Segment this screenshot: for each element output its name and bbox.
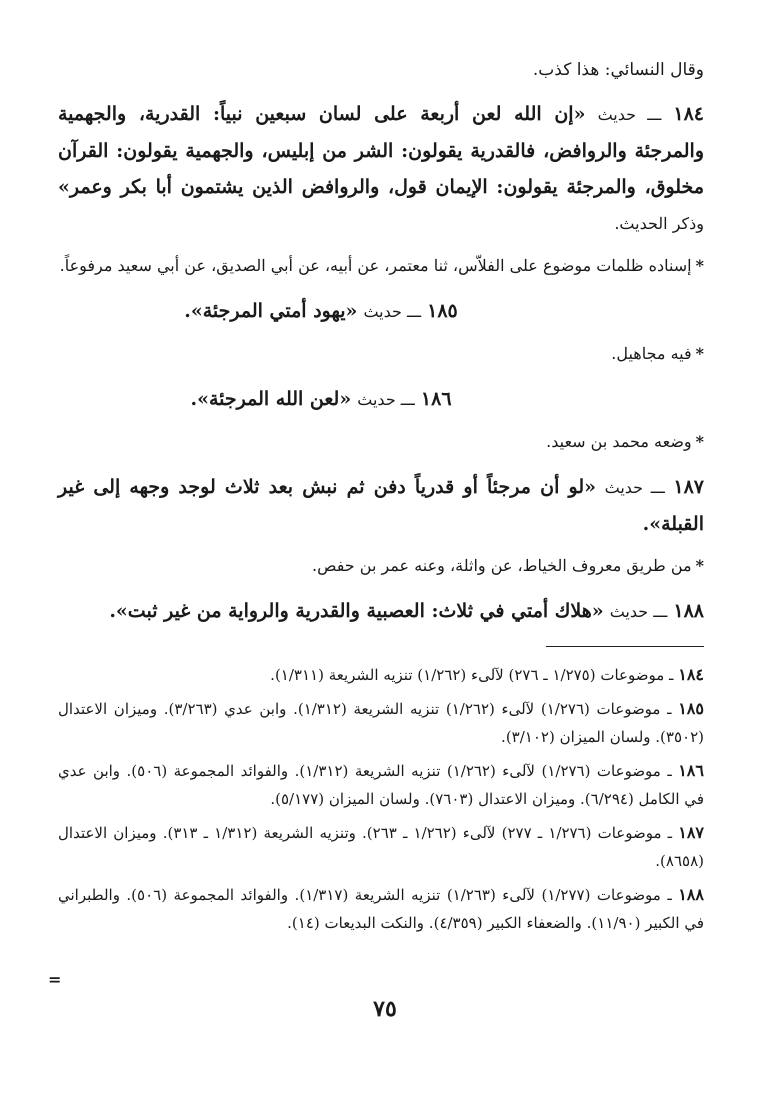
- hadith-187: [58, 469, 704, 542]
- footnote-187: [58, 819, 704, 875]
- footnote-186: [58, 757, 704, 813]
- hadith-184: [58, 96, 704, 242]
- hadith-number: ١٨٧: [673, 476, 705, 498]
- footnote-number: ١٨٨: [678, 885, 704, 904]
- hadith-186: [58, 381, 584, 418]
- hadith-number: ١٨٥: [427, 300, 458, 322]
- footnote-separator: [546, 646, 704, 647]
- hadith-number: ١٨٨: [673, 600, 704, 622]
- hadith-label: ـــ حديث: [363, 302, 422, 321]
- intro-line: وقال النسائي: هذا كذب.: [532, 60, 704, 80]
- hadith-text: «لو أن مرجئاً أو قدرياً دفن ثم نبش بعد ثلاث لوجد وجهه إلى غير القبلة».: [58, 476, 704, 535]
- hadith-number: ١٨٤: [673, 103, 704, 125]
- footnote-text: ـ موضوعات (١/٢٧٦) لآلىء (١/٢٦٢) تنزيه الشريعة (١/٣١٢). والفوائد المجموعة (٥٠٦). وابن عدي في الكامل (٦/٢٩٤). وميزان الاعتدال (٧٦٠٣). ولسان الميزان (٥/١٧٧).: [58, 762, 704, 808]
- page-body: [58, 54, 704, 943]
- hadith-tail: وذكر الحديث.: [614, 214, 704, 233]
- note-text: وضعه محمد بن سعيد.: [546, 432, 692, 451]
- note-186: [58, 426, 704, 457]
- hadith-185: [58, 293, 584, 330]
- asterisk-icon: *: [695, 432, 704, 451]
- hadith-188: [58, 593, 704, 630]
- hadith-label: ـــ حديث: [604, 478, 665, 497]
- footnote-text: ـ موضوعات (١/٢٧٥ ـ ٢٧٦) لآلىء (١/٢٦٢) تنزيه الشريعة (١/٣١١).: [270, 666, 674, 684]
- footnote-184: [58, 661, 704, 689]
- footnote-185: [58, 695, 704, 751]
- note-187: [58, 550, 704, 581]
- note-184: [58, 250, 704, 281]
- hadith-label: ـــ حديث: [357, 390, 415, 409]
- footnote-number: ١٨٤: [678, 665, 704, 684]
- page-number: ٧٥: [373, 996, 397, 1022]
- note-185: [58, 338, 704, 369]
- hadith-text: «إن الله لعن أربعة على لسان سبعين نبياً: القدرية، والجهمية والمرجئة والروافض، فالقدرية يقولون: الشر من إبليس، والجهمية يقولون: القرآن مخلوق، والمرجئة يقولون: الإيمان قول، والروافض الذين يشتمون أبا بكر وعمر»: [58, 103, 704, 198]
- hadith-label: ـــ حديث: [597, 105, 662, 124]
- hadith-text: «يهود أمتي المرجئة».: [184, 300, 358, 322]
- hadith-label: ـــ حديث: [609, 602, 668, 621]
- hadith-text: «هلاك أمتي في ثلاث: العصبية والقدرية والرواية من غير ثبت».: [109, 600, 604, 622]
- note-text: فيه مجاهيل.: [611, 344, 692, 363]
- asterisk-icon: *: [695, 556, 704, 575]
- footnote-text: ـ موضوعات (١/٢٧٦ ـ ٢٧٧) لآلىء (١/٢٦٢ ـ ٢٦٣). وتنزيه الشريعة (١/٣١٢ ـ ٣١٣). وميزان الاعتدال (٨٦٥٨).: [58, 824, 704, 870]
- asterisk-icon: *: [695, 256, 704, 275]
- note-text: من طريق معروف الخياط، عن واثلة، وعنه عمر بن حفص.: [312, 556, 692, 575]
- footnote-number: ١٨٧: [678, 823, 704, 842]
- continuation-mark: =: [48, 970, 62, 989]
- hadith-number: ١٨٦: [420, 388, 452, 410]
- footnote-text: ـ موضوعات (١/٢٧٧) لآلىء (١/٢٦٣) تنزيه الشريعة (١/٣١٧). والفوائد المجموعة (٥٠٦). والطبراني في الكبير (١١/٩٠). والضعفاء الكبير (٤/٣٥٩). والنكت البديعات (١٤).: [58, 886, 704, 932]
- note-text: إسناده ظلمات موضوع على الفلاّس، ثنا معتمر، عن أبيه، عن أبي الصديق، عن أبي سعيد مرفوعاً.: [59, 256, 692, 275]
- footnote-188: [58, 881, 704, 937]
- footnote-text: ـ موضوعات (١/٢٧٦) لآلىء (١/٢٦٢) تنزيه الشريعة (١/٣١٢). وابن عدي (٣/٢٦٣). وميزان الاعتدال (٣٥٠٢). ولسان الميزان (٣/١٠٢).: [58, 700, 704, 746]
- asterisk-icon: *: [695, 344, 704, 363]
- footnote-number: ١٨٥: [678, 699, 704, 718]
- hadith-text: «لعن الله المرجئة».: [190, 388, 352, 410]
- footnote-number: ١٨٦: [678, 761, 704, 780]
